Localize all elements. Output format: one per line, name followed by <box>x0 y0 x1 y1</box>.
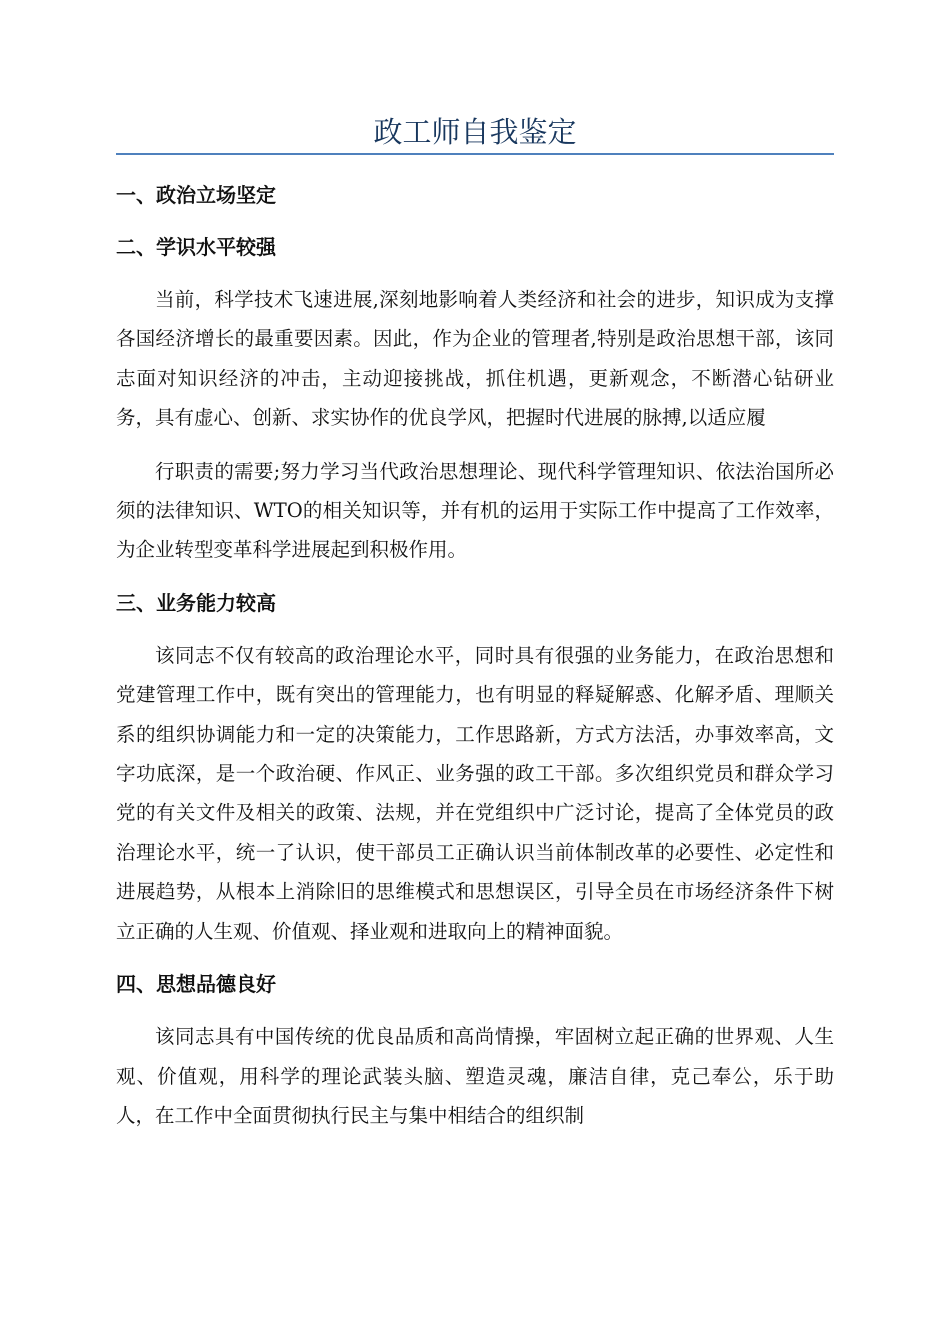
paragraph: 该同志不仅有较高的政治理论水平，同时具有很强的业务能力，在政治思想和党建管理工作中，既有突出的管理能力，也有明显的释疑解惑、化解矛盾、理顺关系的组织协调能力和一定的决策能力，工作思路新，方式方法活，办事效率高，文字功底深，是一个政治硬、作风正、业务强的政工干部。多次组织党员和群众学习党的有关文件及相关的政策、法规，并在党组织中广泛讨论，提高了全体党员的政治理论水平，统一了认识，使干部员工正确认识当前体制改革的必要性、必定性和进展趋势，从根本上消除旧的思维模式和思想误区，引导全员在市场经济条件下树立正确的人生观、价值观、择业观和进取向上的精神面貌。 <box>116 643 834 943</box>
document-title: 政工师自我鉴定 <box>373 115 577 149</box>
title-underline <box>116 153 834 155</box>
document-body <box>116 176 834 1149</box>
section-3 <box>116 584 834 951</box>
paragraph: 当前，科学技术飞速进展,深刻地影响着人类经济和社会的进步，知识成为支撑各国经济增长的最重要因素。因此，作为企业的管理者,特别是政治思想干部，该同志面对知识经济的冲击，主动迎接挑战，抓住机遇，更新观念，不断潜心钻研业务，具有虚心、创新、求实协作的优良学风，把握时代进展的脉搏,以适应履 <box>116 288 834 430</box>
section-heading: 四、思想品德良好 <box>116 972 276 997</box>
section-1 <box>116 176 834 214</box>
section-heading: 二、学识水平较强 <box>116 235 276 259</box>
paragraph: 行职责的需要;努力学习当代政治思想理论、现代科学管理知识、依法治国所必须的法律知识、WTO的相关知识等，并有机的运用于实际工作中提高了工作效率，为企业转型变革科学进展起到积极作用。 <box>116 459 834 562</box>
section-4 <box>116 965 834 1135</box>
section-heading: 三、业务能力较高 <box>116 590 276 615</box>
section-2 <box>116 228 834 570</box>
paragraph: 该同志具有中国传统的优良品质和高尚情操，牢固树立起正确的世界观、人生观、价值观，用科学的理论武装头脑、塑造灵魂，廉洁自律，克己奉公，乐于助人，在工作中全面贯彻执行民主与集中相结合的组织制 <box>116 1025 834 1127</box>
section-heading: 一、政治立场坚定 <box>116 183 276 207</box>
